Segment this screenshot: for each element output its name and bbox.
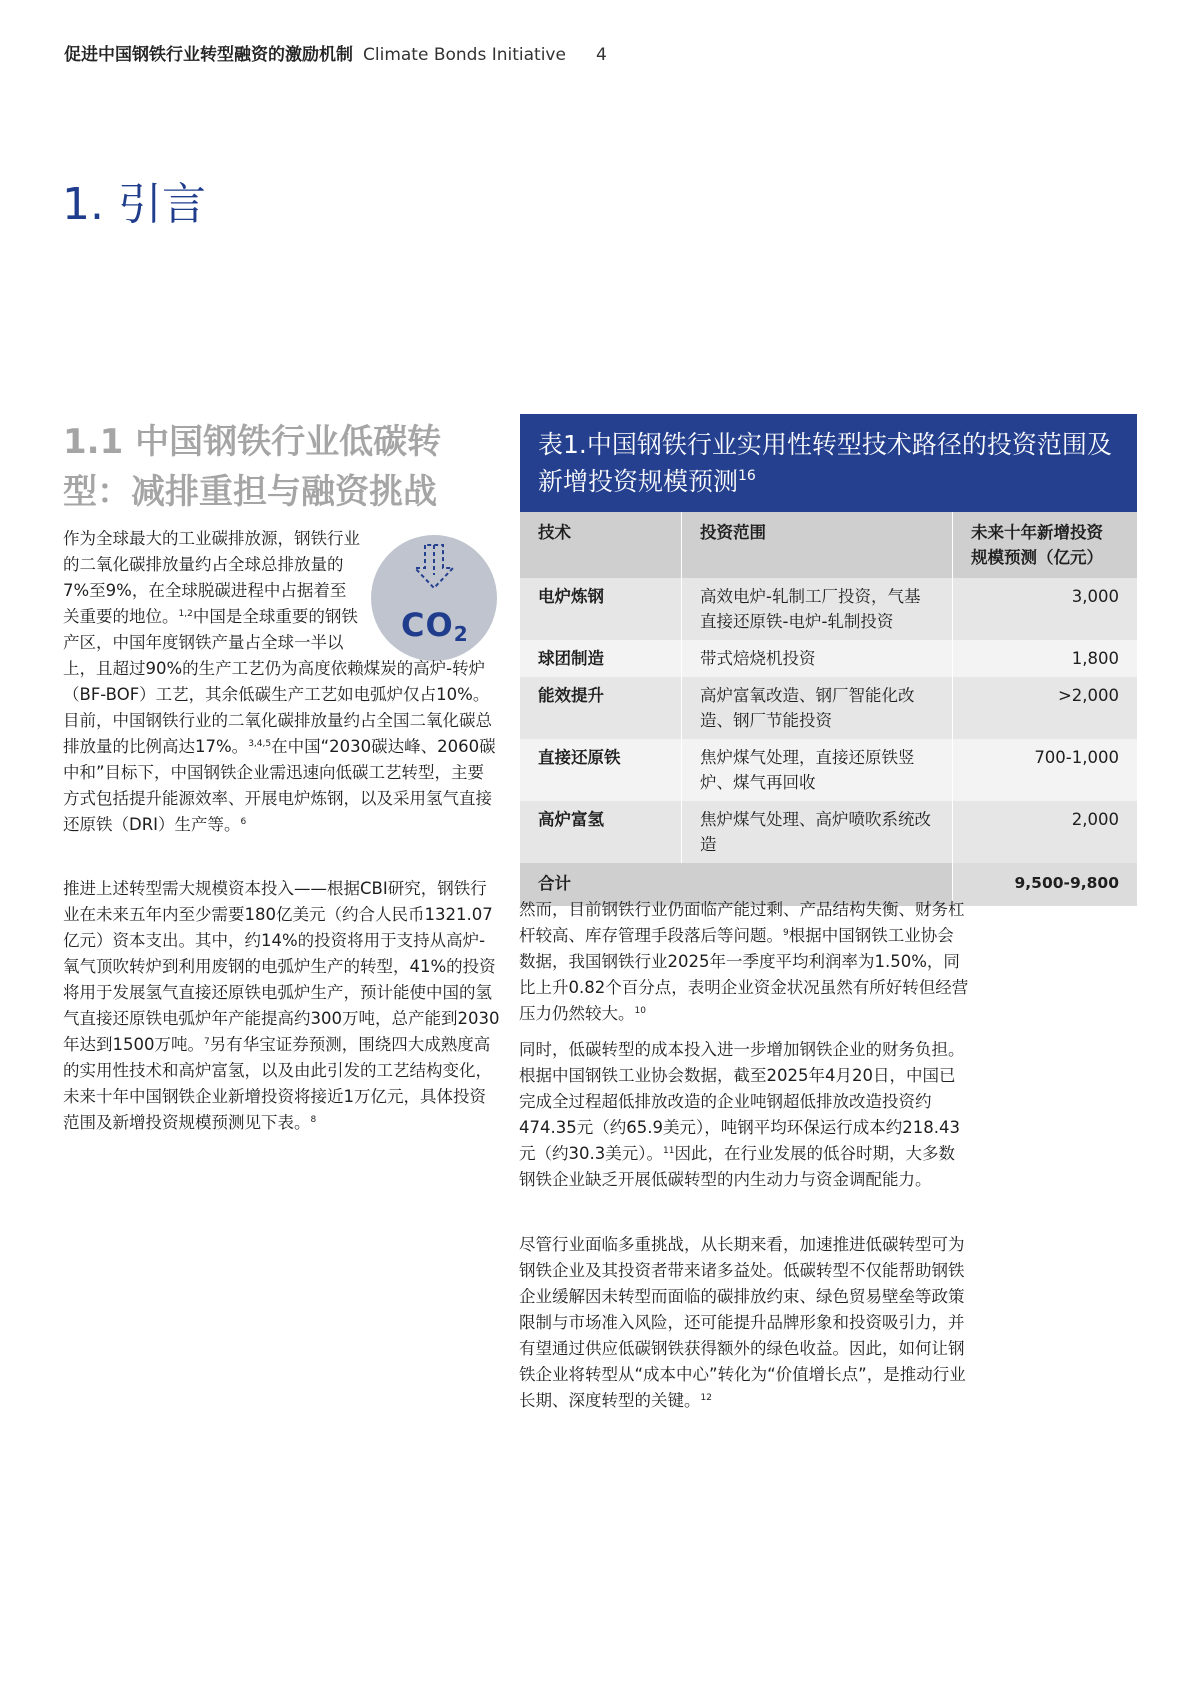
cell-tech: 球团制造 (520, 640, 682, 677)
footnote-ref: 1,2 (178, 609, 193, 619)
p1-text-a: 作为全球最大的工业碳排放源，钢铁行业的二氧化碳排放量约占全球总排放量的7%至9%，在全球脱碳进程中占据着至关重要的地位。 (63, 529, 360, 626)
header-amount: 未来十年新增投资规模预测（亿元） (953, 512, 1138, 578)
table-title (520, 414, 1137, 512)
p4-text-a: 同时，低碳转型的成本投入进一步增加钢铁企业的财务负担。根据中国钢铁工业协会数据，截至2025年4月20日，中国已完成全过程超低排放改造的企业吨钢超低排放改造投资约474.35元（约65.9美元），吨钢平均环保运行成本约218.43元（约30.3美元）。 (519, 1040, 965, 1163)
cell-tech: 直接还原铁 (520, 739, 682, 801)
p2-text-a: 推进上述转型需大规模资本投入——根据CBI研究，钢铁行业在未来五年内至少需要180亿美元（约合人民币1321.07亿元）资本支出。其中，约14%的投资将用于支持从高炉-氧气顶吹转炉到利用废钢的电弧炉生产的转型，41%的投资将用于发展氢气直接还原铁电弧炉生产，预计能使中国的氢气直接还原铁电弧炉年产能提高约300万吨，总产能到2030年达到1500万吨。 (63, 879, 500, 1054)
cell-amount: 2,000 (953, 801, 1138, 863)
p2-text-b: 另有华宝证券预测，围绕四大成熟度高的实用性技术和高炉富氢，以及由此引发的工艺结构变化，未来十年中国钢铁企业新增投资将接近1万亿元，具体投资范围及新增投资规模预测见下表。 (63, 1035, 492, 1132)
cell-tech: 能效提升 (520, 677, 682, 739)
footnote-ref: 11 (663, 1146, 675, 1156)
p1-text-b: 中国是全球重要的钢铁产区，中国年度钢铁产量占全球一半以上，且超过90%的生产工艺仍为高度依赖煤炭的高炉-转炉（BF-BOF）工艺，其余低碳生产工艺如电弧炉仅占10%。目前，中国钢铁行业的二氧化碳排放量约占全国二氧化碳总排放量的比例高达17%。 (63, 607, 492, 756)
header-tech: 技术 (520, 512, 682, 578)
table-row (520, 801, 1137, 863)
footnote-ref: 12 (700, 1393, 712, 1403)
cell-tech: 高炉富氢 (520, 801, 682, 863)
cell-amount: 700-1,000 (953, 739, 1138, 801)
icon-wrap-space (360, 526, 500, 656)
p4-text-b: 因此，在行业发展的低谷时期，大多数钢铁企业缺乏开展低碳转型的内生动力与资金调配能力。 (519, 1144, 955, 1189)
co2-subscript: 2 (453, 622, 469, 646)
cell-amount: >2,000 (953, 677, 1138, 739)
p3-text-b: 根据中国钢铁工业协会数据，我国钢铁行业2025年一季度平均利润率为1.50%，同比上升0.82个百分点，表明企业资金状况虽然有所好转但经营压力仍然较大。 (519, 926, 969, 1023)
footnote-ref: 7 (204, 1037, 210, 1047)
table-header-row (520, 512, 1137, 578)
cell-scope: 焦炉煤气处理、高炉喷吹系统改造 (682, 801, 953, 863)
paragraph-challenges (519, 897, 969, 1027)
footnote-ref: 8 (310, 1115, 317, 1125)
paragraph-costs (519, 1037, 969, 1193)
cell-scope: 带式焙烧机投资 (682, 640, 953, 677)
total-label: 合计 (520, 863, 953, 906)
total-value: 9,500-9,800 (953, 863, 1138, 906)
co2-text: CO (401, 606, 454, 644)
p5-text-a: 尽管行业面临多重挑战，从长期来看，加速推进低碳转型可为钢铁企业及其投资者带来诸多益处。低碳转型不仅能帮助钢铁企业缓解因未转型而面临的碳排放约束、绿色贸易壁垒等政策限制与市场准入风险，还可能提升品牌形象和投资吸引力，并有望通过供应低碳钢铁获得额外的绿色收益。因此，如何让钢铁企业将转型从“成本中心”转化为“价值增长点”，是推动行业长期、深度转型的关键。 (519, 1235, 966, 1410)
header-doc-title: 促进中国钢铁行业转型融资的激励机制 (64, 45, 353, 65)
p1-text-c: 在中国“2030碳达峰、2060碳中和”目标下，中国钢铁企业需迅速向低碳工艺转型，主要方式包括提升能源效率、开展电炉炼钢，以及采用氢气直接还原铁（DRI）生产等。 (63, 737, 496, 834)
paragraph-investment (63, 876, 500, 1136)
running-header (64, 40, 607, 65)
chapter-title: 1. 引言 (62, 179, 206, 230)
cell-amount: 3,000 (953, 578, 1138, 640)
paragraph-benefits (519, 1232, 969, 1414)
investment-table (520, 414, 1137, 906)
page-number: 4 (595, 45, 607, 65)
table-row (520, 578, 1137, 640)
investment-data-table (520, 512, 1137, 906)
cell-scope: 焦炉煤气处理，直接还原铁竖炉、煤气再回收 (682, 739, 953, 801)
table-row (520, 640, 1137, 677)
footnote-ref: 10 (634, 1006, 646, 1016)
footnote-ref: 6 (240, 817, 247, 827)
header-scope: 投资范围 (682, 512, 953, 578)
footnote-ref: 9 (783, 928, 789, 938)
footnote-ref: 3,4,5 (248, 739, 272, 749)
cell-scope: 高效电炉-轧制工厂投资，气基直接还原铁-电炉-轧制投资 (682, 578, 953, 640)
p3-text-a: 然而，目前钢铁行业仍面临产能过剩、产品结构失衡、财务杠杆较高、库存管理手段落后等问题。 (519, 900, 965, 945)
section-title: 1.1 中国钢铁行业低碳转型：减排重担与融资挑战 (63, 422, 442, 512)
header-org: Climate Bonds Initiative (363, 45, 566, 65)
footnote-ref: 16 (738, 468, 756, 484)
table-row (520, 739, 1137, 801)
table-row (520, 677, 1137, 739)
cell-scope: 高炉富氧改造、钢厂智能化改造、钢厂节能投资 (682, 677, 953, 739)
paragraph-intro (63, 526, 500, 838)
cell-amount: 1,800 (953, 640, 1138, 677)
cell-tech: 电炉炼钢 (520, 578, 682, 640)
table-title-text: 表1.中国钢铁行业实用性转型技术路径的投资范围及新增投资规模预测 (538, 430, 1112, 496)
